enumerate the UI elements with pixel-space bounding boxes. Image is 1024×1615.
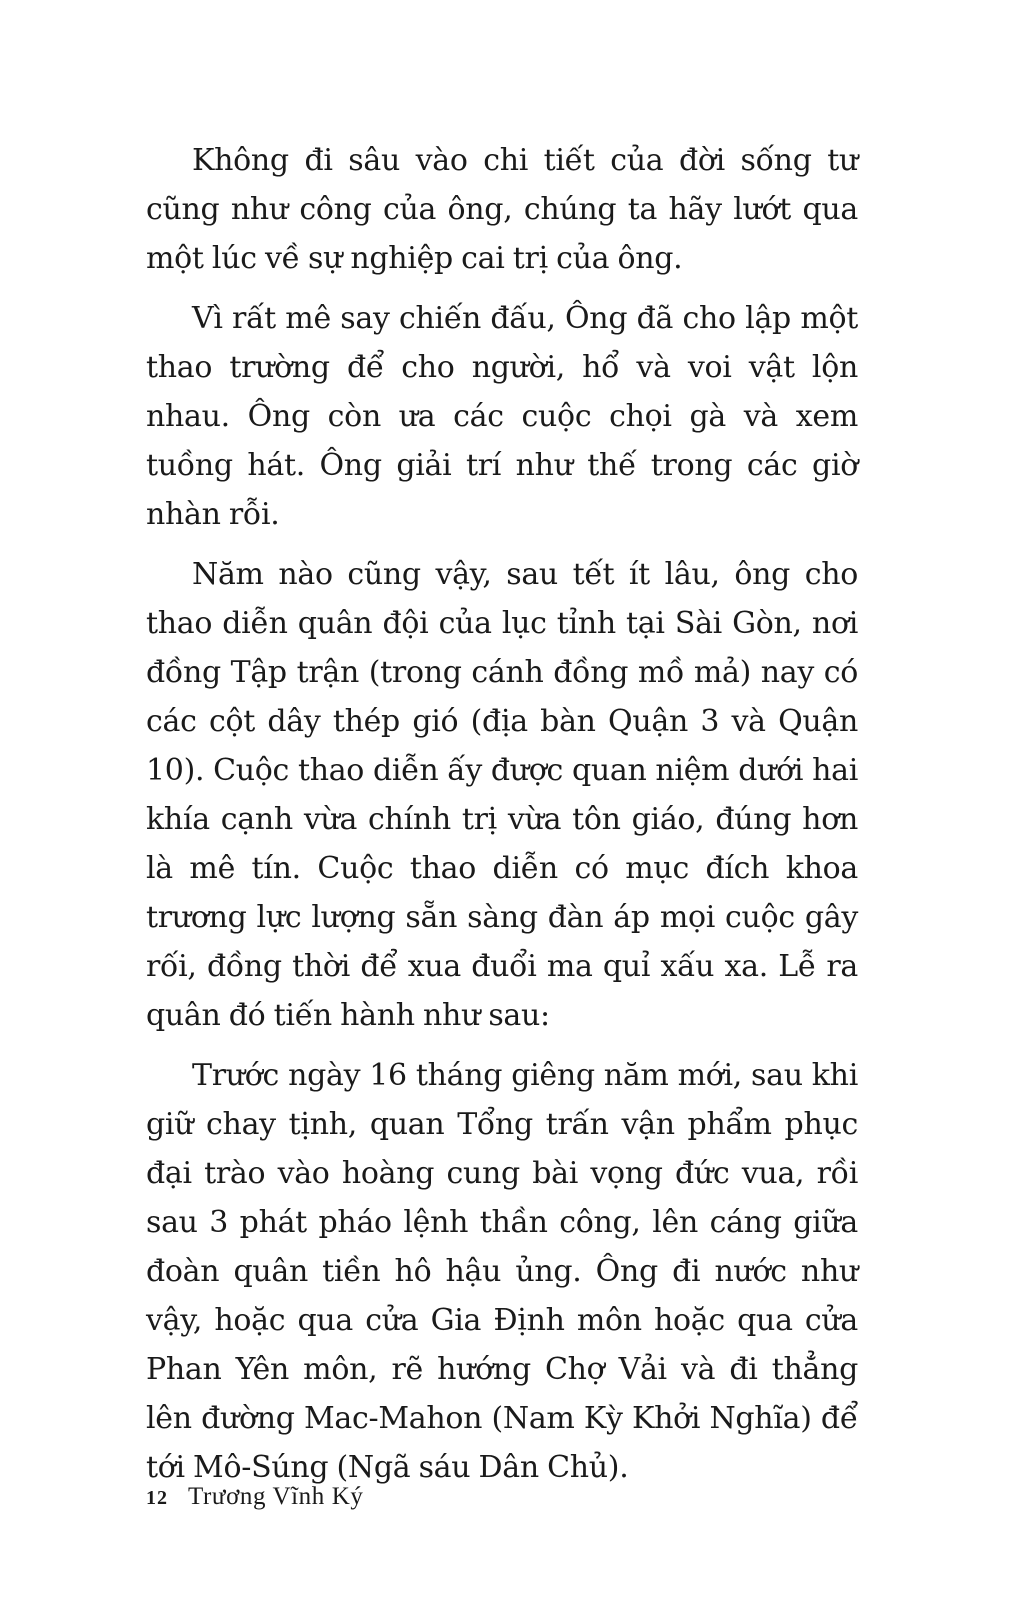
page-number: 12: [146, 1487, 168, 1509]
running-title: Trương Vĩnh Ký: [188, 1483, 364, 1510]
paragraph-1: Không đi sâu vào chi tiết của đời sống tư cũng như công của ông, chúng ta hãy lướt qua một lúc về sự nghiệp cai trị của ông.: [146, 143, 858, 276]
body-text: [146, 136, 858, 1503]
paragraph-2: Vì rất mê say chiến đấu, Ông đã cho lập một thao trường để cho người, hổ và voi vật lộn nhau. Ông còn ưa các cuộc chọi gà và xem tuồng hát. Ông giải trí như thế trong các giờ nhàn rỗi.: [146, 301, 858, 532]
paragraph-4: Trước ngày 16 tháng giêng năm mới, sau khi giữ chay tịnh, quan Tổng trấn vận phẩm phục đại trào vào hoàng cung bài vọng đức vua, rồi sau 3 phát pháo lệnh thần công, lên cáng giữa đoàn quân tiền hô hậu ủng. Ông đi nước như vậy, hoặc qua cửa Gia Định môn hoặc qua cửa Phan Yên môn, rẽ hướng Chợ Vải và đi thẳng lên đường Mac-Mahon (Nam Kỳ Khởi Nghĩa) để tới Mô-Súng (Ngã sáu Dân Chủ).: [146, 1058, 858, 1485]
paragraph-3: Năm nào cũng vậy, sau tết ít lâu, ông cho thao diễn quân đội của lục tỉnh tại Sài Gòn, nơi đồng Tập trận (trong cánh đồng mồ mả) nay có các cột dây thép gió (địa bàn Quận 3 và Quận 10). Cuộc thao diễn ấy được quan niệm dưới hai khía cạnh vừa chính trị vừa tôn giáo, đúng hơn là mê tín. Cuộc thao diễn có mục đích khoa trương lực lượng sẵn sàng đàn áp mọi cuộc gây rối, đồng thời để xua đuổi ma quỉ xấu xa. Lễ ra quân đó tiến hành như sau:: [146, 557, 858, 1033]
page-footer: [146, 1483, 364, 1511]
